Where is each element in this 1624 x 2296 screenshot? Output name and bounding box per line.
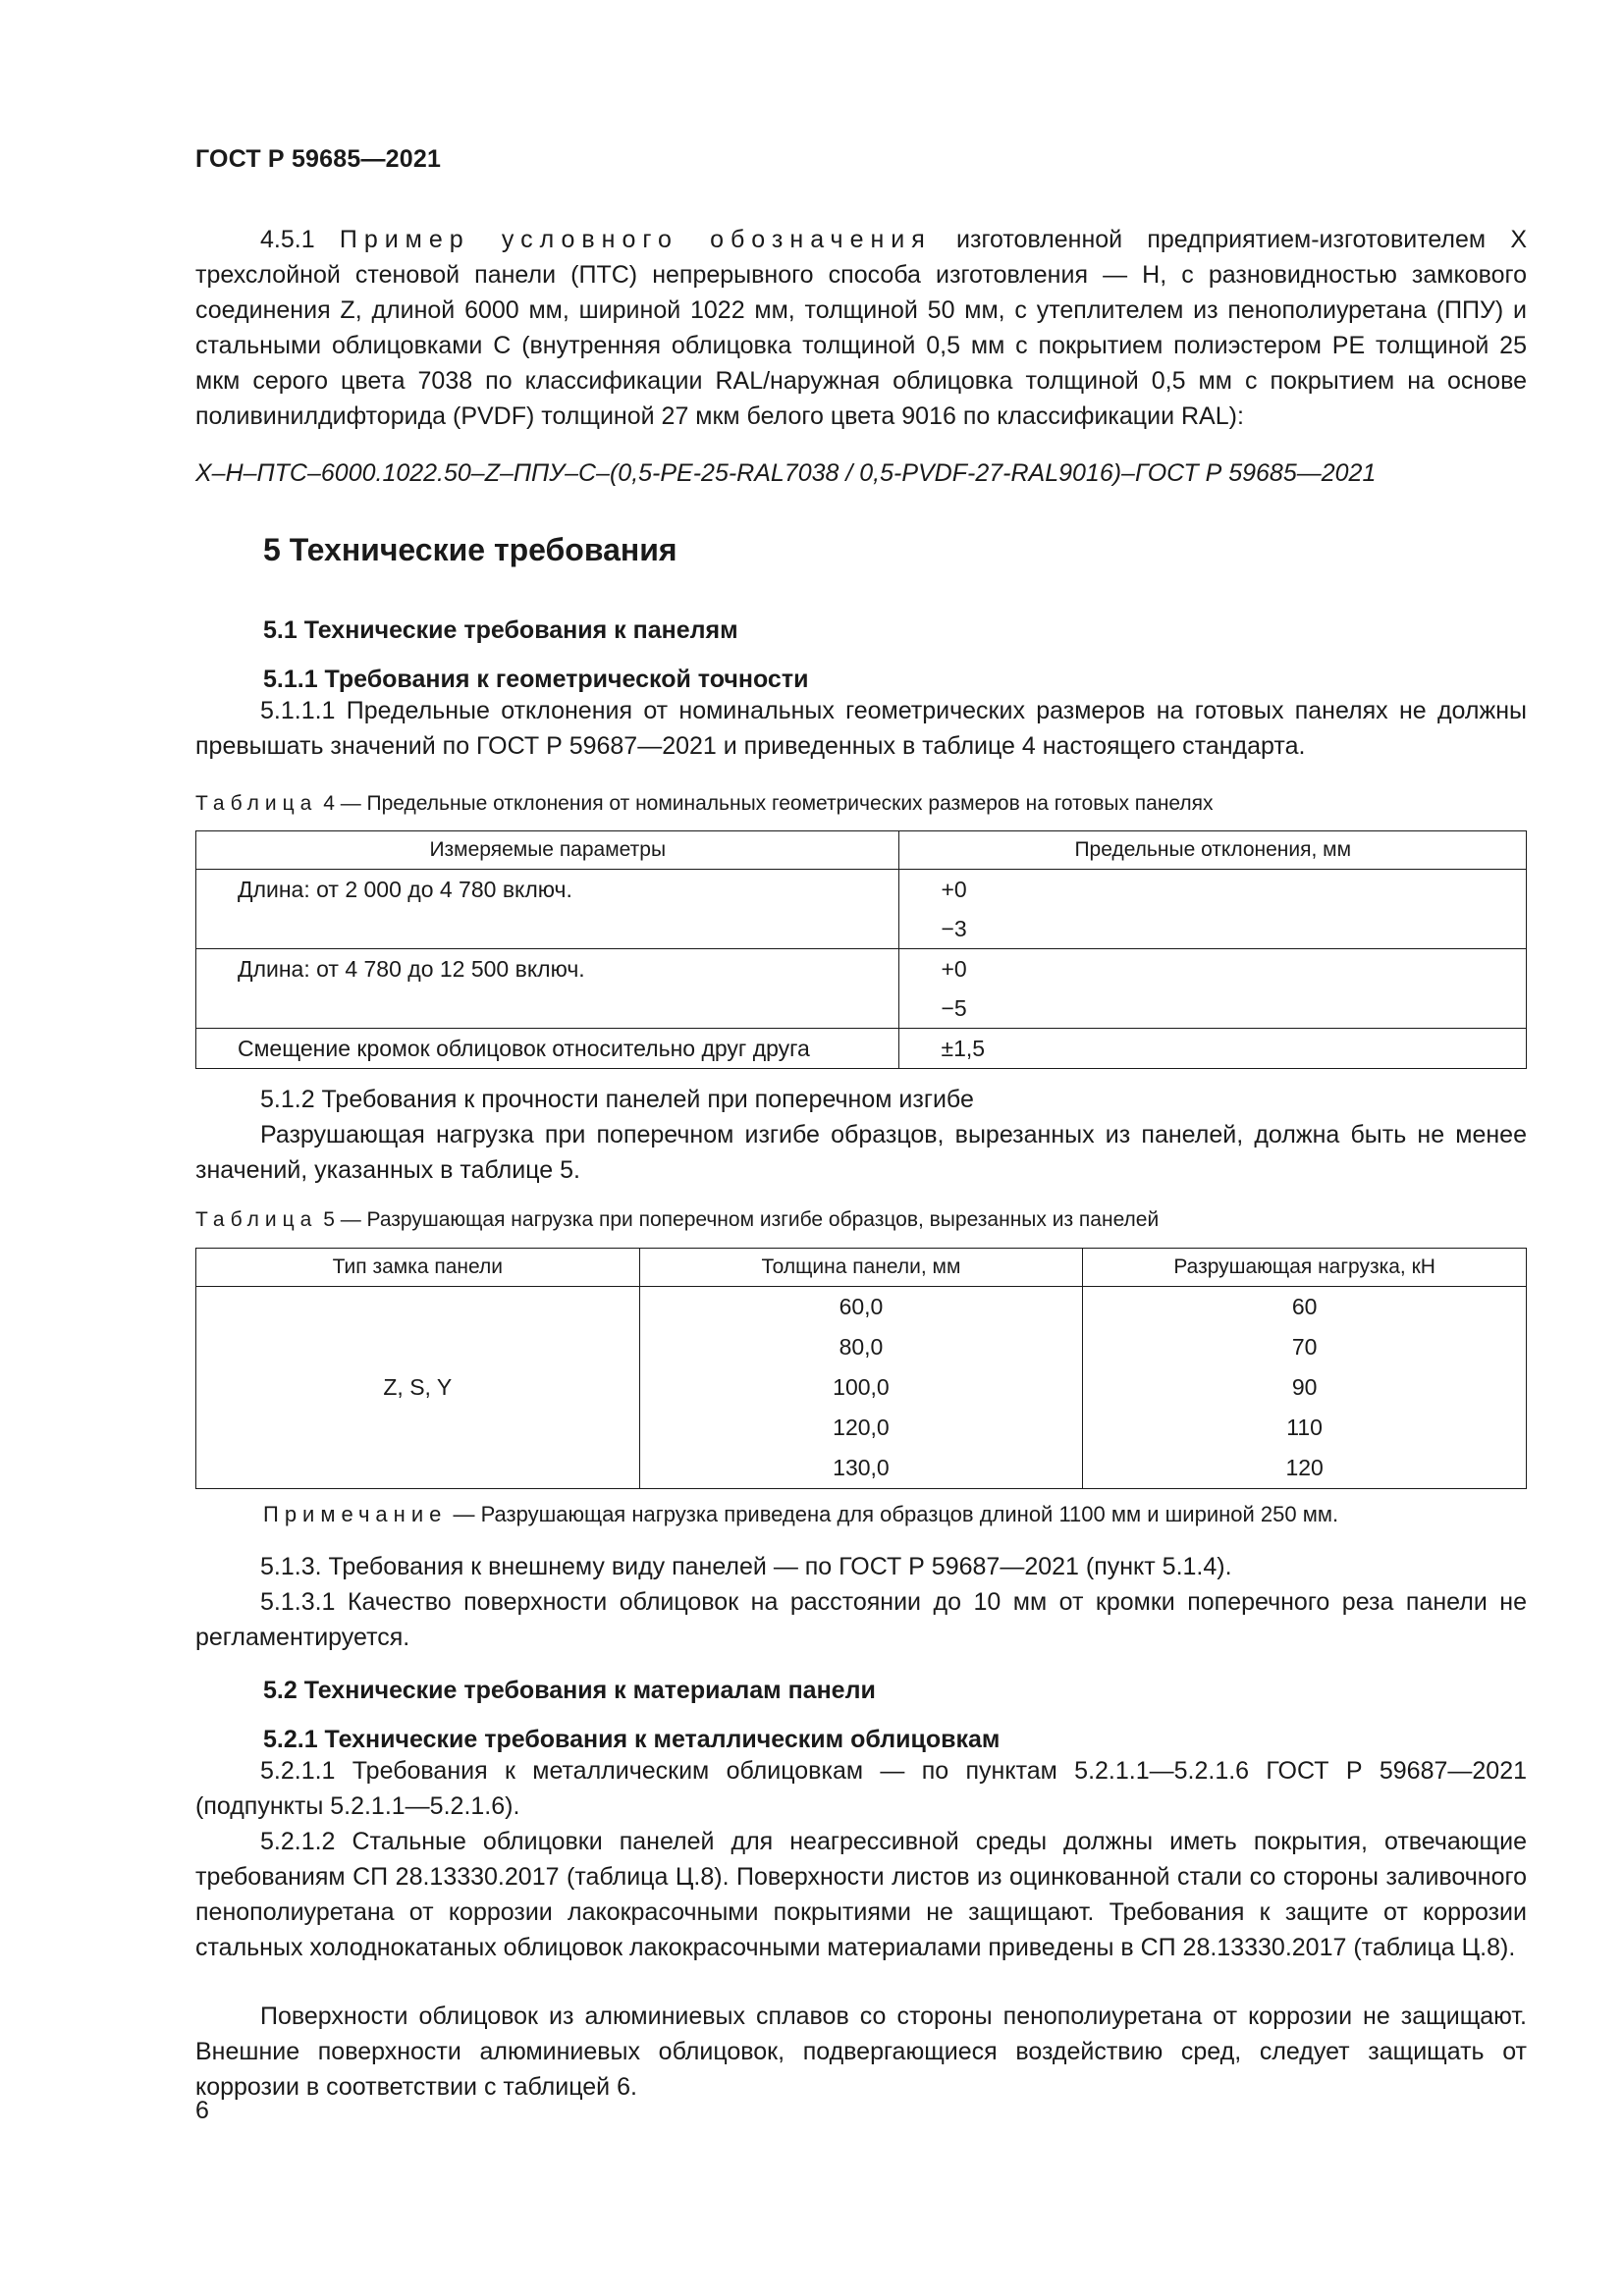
table4-dev-plus: +0 (941, 956, 967, 982)
table4-param: Длина: от 4 780 до 12 500 включ. (238, 956, 585, 982)
table4-caption (195, 789, 1214, 819)
paragraph-text: 5.1.1.1 Предельные отклонения от номинальных геометрических размеров на готовых панелях не должны превышать значений по ГОСТ Р 59687—2021 и приведенных в таблице 4 настоящего стандарта. (195, 697, 1527, 760)
table4-param: Смещение кромок облицовок относительно друг друга (196, 1029, 899, 1069)
paragraph-5-2-1-2 (195, 1824, 1527, 1965)
section-5-title: 5 Технические требования (263, 532, 677, 567)
table5-thickness: 60,0 (839, 1294, 884, 1319)
paragraph-5-2-1-2-cont (195, 1999, 1527, 2105)
clause-number: 4.5.1 (260, 226, 315, 253)
caption-text: 5 — Разрушающая нагрузка при поперечном изгибе образцов, вырезанных из панелей (323, 1208, 1160, 1231)
table5-thickness: 120,0 (833, 1415, 890, 1440)
section-5-1-1-title: 5.1.1 Требования к геометрической точности (263, 666, 809, 693)
paragraph-text: 5.1.3.1 Качество поверхности облицовок на расстоянии до 10 мм от кромки поперечного реза панели не регламентируется. (195, 1588, 1527, 1651)
table5-header-thickness: Толщина панели, мм (639, 1249, 1083, 1287)
table5-thickness-cell (639, 1287, 1083, 1489)
table4-param: Длина: от 2 000 до 4 780 включ. (238, 877, 572, 902)
table-row (196, 870, 1527, 949)
note-word: Примечание (263, 1502, 448, 1526)
caption-text: 4 — Предельные отклонения от номинальных геометрических размеров на готовых панелях (323, 792, 1214, 815)
table5-load: 60 (1291, 1294, 1318, 1319)
table5-thickness: 80,0 (839, 1334, 884, 1360)
table-row (196, 949, 1527, 1029)
section-5-2-1-title: 5.2.1 Технические требования к металлическим облицовкам (263, 1726, 1001, 1753)
table4-dev: ±1,5 (899, 1029, 1527, 1069)
table-row (196, 1029, 1527, 1069)
spaced-term: Пример условного обозначения (339, 226, 932, 253)
paragraph-5-2-1-1 (195, 1753, 1527, 1824)
table5-load: 90 (1291, 1374, 1318, 1400)
paragraph-text: 5.2.1.2 Стальные облицовки панелей для неагрессивной среды должны иметь покрытия, отвечающие требованиям СП 28.13330.2017 (таблица Ц.8). Поверхности листов из оцинкованной стали со стороны заливочного пенополиуретана от коррозии лакокрасочными покрытиями не защищают. Требования к защите от коррозии стальных холоднокатаных облицовок лакокрасочными материалами приведены в СП 28.13330.2017 (таблица Ц.8). (195, 1828, 1527, 1961)
table5-note (263, 1502, 1338, 1527)
paragraph-text: 5.2.1.1 Требования к металлическим облицовкам — по пунктам 5.2.1.1—5.2.1.6 ГОСТ Р 59687—2021 (подпункты 5.2.1.1—5.2.1.6). (195, 1757, 1527, 1820)
table5-load: 70 (1291, 1334, 1318, 1360)
paragraph-5-1-1-1 (195, 693, 1527, 764)
designation-example: X–Н–ПТС–6000.1022.50–Z–ППУ–С–(0,5-РЕ-25-RAL7038 / 0,5-PVDF-27-RAL9016)–ГОСТ Р 59685—2021 (195, 459, 1377, 487)
paragraph-5-1-3-1 (195, 1584, 1527, 1655)
table4-dev-minus: −3 (941, 916, 967, 941)
table4-header-param: Измеряемые параметры (196, 831, 899, 870)
paragraph-5-1-2 (195, 1082, 1527, 1117)
paragraph-text: Разрушающая нагрузка при поперечном изгибе образцов, вырезанных из панелей, должна быть не менее значений, указанных в таблице 5. (195, 1121, 1527, 1184)
table-row (196, 1287, 1527, 1489)
note-text: — Разрушающая нагрузка приведена для образцов длиной 1100 мм и шириной 250 мм. (453, 1502, 1339, 1526)
paragraph-4-5-1 (195, 222, 1527, 434)
table5-lock-types: Z, S, Y (196, 1287, 640, 1489)
table5-thickness: 130,0 (833, 1455, 890, 1480)
table5-header-load: Разрушающая нагрузка, кН (1083, 1249, 1527, 1287)
page-number: 6 (195, 2097, 209, 2124)
paragraph-text: 5.1.2 Требования к прочности панелей при поперечном изгибе (260, 1086, 974, 1113)
table5-load-cell (1083, 1287, 1527, 1489)
paragraph-5-1-2-body (195, 1117, 1527, 1188)
table-4 (195, 830, 1527, 1069)
section-5-1-title: 5.1 Технические требования к панелям (263, 616, 738, 644)
paragraph-text: 5.1.3. Требования к внешнему виду панелей — по ГОСТ Р 59687—2021 (пункт 5.1.4). (260, 1553, 1232, 1580)
caption-word: Таблица (195, 792, 318, 815)
table-5 (195, 1248, 1527, 1489)
document-header: ГОСТ Р 59685—2021 (195, 145, 442, 173)
table4-dev-minus: −5 (941, 995, 967, 1021)
table5-load: 110 (1286, 1415, 1323, 1440)
table5-caption (195, 1205, 1159, 1235)
caption-word: Таблица (195, 1208, 318, 1231)
table5-load: 120 (1285, 1455, 1324, 1480)
section-5-2-title: 5.2 Технические требования к материалам панели (263, 1677, 876, 1704)
table5-header-lock: Тип замка панели (196, 1249, 640, 1287)
paragraph-text: Поверхности облицовок из алюминиевых сплавов со стороны пенополиуретана от коррозии не защищают. Внешние поверхности алюминиевых облицовок, подвергающиеся воздействию сред, следует защищать от коррозии в соответствии с таблицей 6. (195, 2002, 1527, 2101)
table4-dev-plus: +0 (941, 877, 967, 902)
clause-text: изготовленной предприятием-изготовителем X трехслойной стеновой панели (ПТС) непрерывного способа изготовления — Н, с разновидностью замкового соединения Z, длиной 6000 мм, шириной 1022 мм, толщиной 50 мм, с утеплителем из пенополиуретана (ППУ) и стальными облицовками С (внутренняя облицовка толщиной 0,5 мм с покрытием полиэстером РЕ толщиной 25 мкм серого цвета 7038 по классификации RAL/наружная облицовка толщиной 0,5 мм с покрытием на основе поливинилдифторида (PVDF) толщиной 27 мкм белого цвета 9016 по классификации RAL): (195, 226, 1528, 430)
table5-thickness: 100,0 (833, 1374, 890, 1400)
paragraph-5-1-3 (195, 1549, 1527, 1584)
table4-header-dev: Предельные отклонения, мм (899, 831, 1527, 870)
